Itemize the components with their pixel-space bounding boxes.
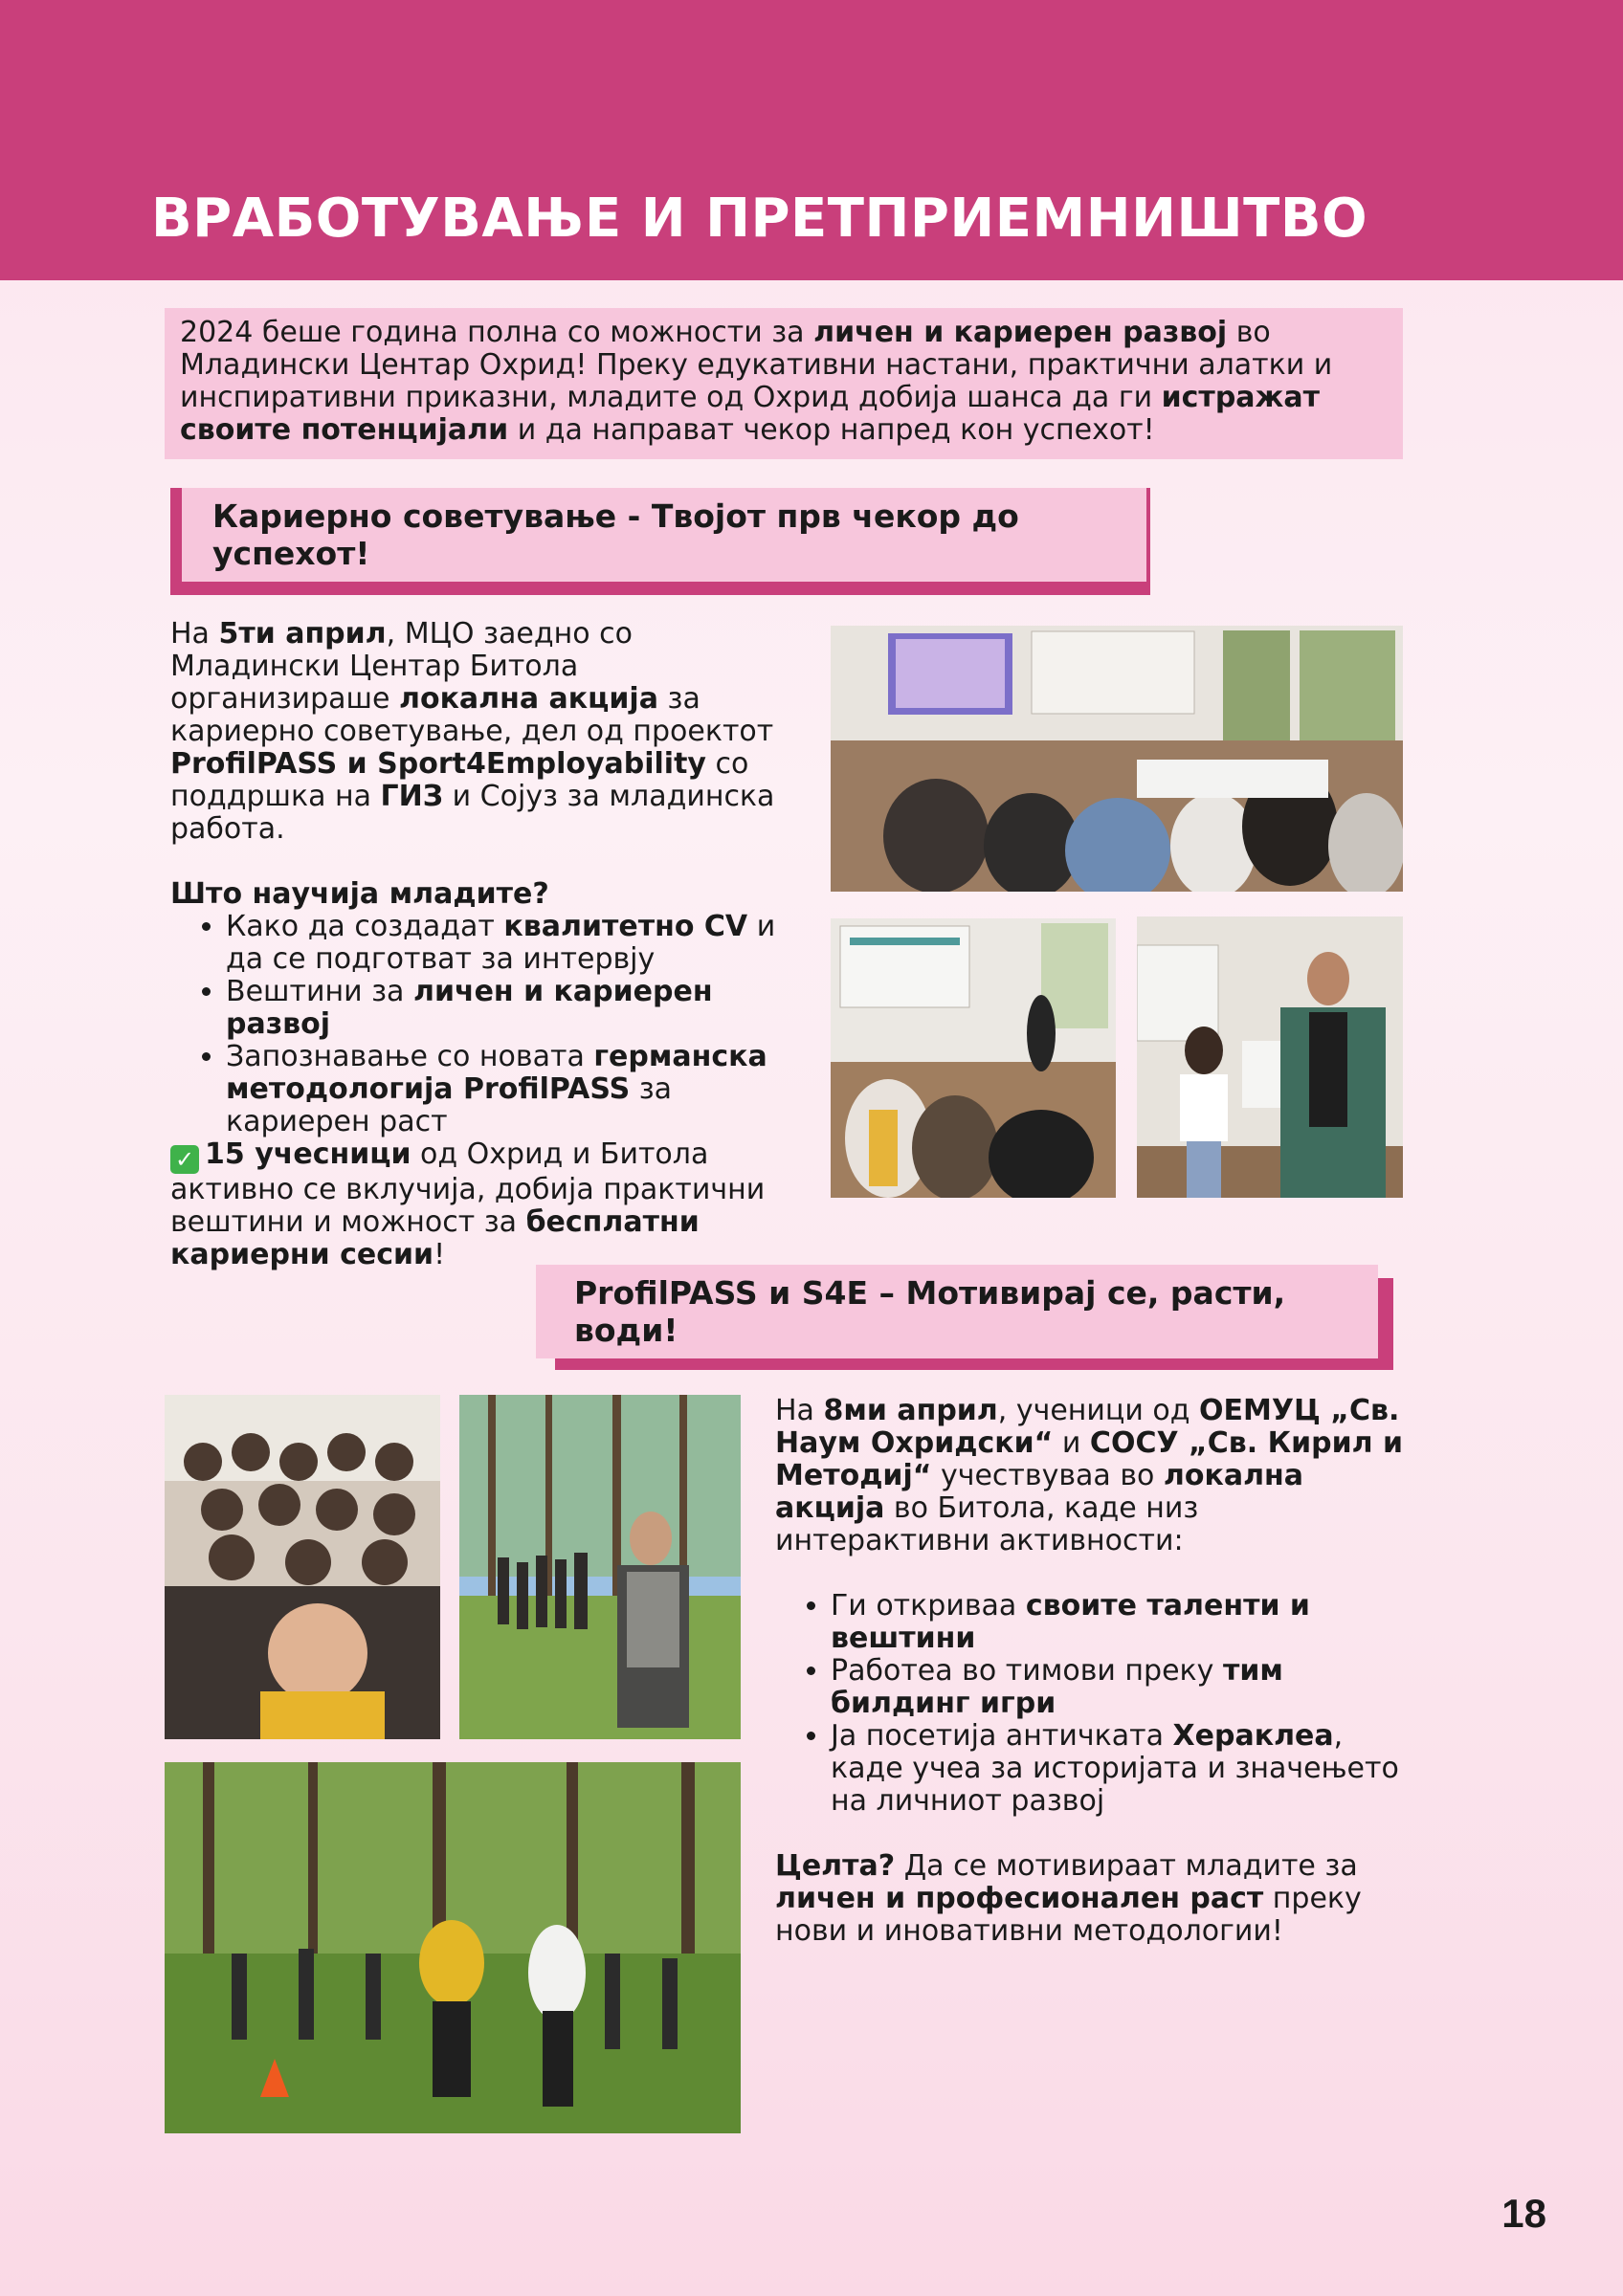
bold-run: ProfilPASS и Sport4Employability bbox=[170, 747, 706, 781]
text-run: за кариерно советување, дел од проектот bbox=[170, 682, 774, 748]
section1-paragraph bbox=[170, 618, 792, 846]
text-run: ! bbox=[434, 1238, 446, 1271]
section2-text bbox=[775, 1395, 1407, 1948]
text-run: учествуваа во bbox=[931, 1459, 1164, 1492]
text-run: На bbox=[775, 1394, 824, 1427]
bold-run: 15 учесници bbox=[205, 1137, 411, 1171]
bold-run: 8ми април bbox=[823, 1394, 998, 1427]
section1-result bbox=[170, 1138, 792, 1271]
text-run: и bbox=[1053, 1426, 1090, 1460]
text-run: , МЦО заедно со Младински Центар Битола организираше bbox=[170, 617, 633, 716]
question-text: Што научија младите? bbox=[170, 877, 549, 911]
text-run: Да се мотивираат младите за bbox=[895, 1849, 1358, 1883]
list-item: • Ја посетија античката Хераклеа, каде учеа за историјата и значењето на личниот развој bbox=[831, 1720, 1407, 1818]
intro-text: во Младински Центар Охрид! Преку едукативни настани, практични алатки и инспиративни приказни, младите од Охрид добија шанса да ги bbox=[180, 316, 1333, 414]
intro-box bbox=[165, 308, 1403, 459]
group-selfie-photo bbox=[165, 1395, 440, 1739]
section2-heading-block bbox=[536, 1265, 1393, 1370]
list-item: • Ги откриваа своите таленти и вештини bbox=[831, 1590, 1407, 1655]
text-run: , ученици од bbox=[997, 1394, 1200, 1427]
intro-text: и да направат чекор напред кон успехот! bbox=[508, 413, 1155, 447]
intro-bold: истражат своите потенцијали bbox=[180, 381, 1321, 447]
list-item: • Вештини за личен и кариерен развој bbox=[226, 976, 792, 1041]
section1-heading: Кариерно советување - Твојот прв чекор до успехот! bbox=[182, 488, 1146, 582]
bold-run: СОСУ „Св. Кирил и Методиј“ bbox=[775, 1426, 1404, 1492]
section2-heading: ProfilPASS и S4E – Мотивирај се, расти, води! bbox=[536, 1265, 1378, 1358]
section1-heading-block bbox=[170, 488, 1150, 595]
list-item: • Работеа во тимови преку тим билдинг игри bbox=[831, 1655, 1407, 1720]
bold-run: бесплатни кариерни сесии bbox=[170, 1205, 700, 1271]
text-run: во Битола, каде низ интерактивни активности: bbox=[775, 1491, 1199, 1557]
section2-goal bbox=[775, 1850, 1407, 1948]
bold-run: Целта? bbox=[775, 1849, 896, 1883]
workshop-presentation-photo bbox=[831, 918, 1116, 1198]
section2-bullets bbox=[775, 1590, 1407, 1818]
list-item: • Запознавање со новата германска методологија ProfilPASS за кариерен раст bbox=[226, 1041, 792, 1138]
park-line-photo bbox=[459, 1395, 741, 1739]
workshop-classroom-photo bbox=[831, 626, 1403, 892]
bold-run: личен и професионален раст bbox=[775, 1882, 1264, 1915]
text-run: од Охрид и Битола активно се вклучија, добија практични вештини и можност за bbox=[170, 1137, 766, 1239]
check-mark-icon: ✓ bbox=[170, 1145, 199, 1174]
list-item: • Како да создадат квалитетно CV и да се подготват за интервју bbox=[226, 911, 792, 976]
bold-run: локална акција bbox=[398, 682, 658, 716]
team-game-photo bbox=[165, 1762, 741, 2133]
page-title: ВРАБОТУВАЊЕ И ПРЕТПРИЕМНИШТВО bbox=[151, 188, 1368, 250]
page-number: 18 bbox=[1501, 2191, 1546, 2236]
section1-question bbox=[170, 878, 792, 911]
text-run: На bbox=[170, 617, 219, 651]
bold-run: ГИЗ bbox=[380, 780, 444, 813]
bold-run: ОЕМУЦ „Св. Наум Охридски“ bbox=[775, 1394, 1400, 1460]
bold-run: 5ти април bbox=[218, 617, 387, 651]
intro-bold: личен и кариерен развој bbox=[813, 316, 1228, 349]
section1-text bbox=[170, 618, 792, 1271]
text-run: преку нови и иновативни методологии! bbox=[775, 1882, 1362, 1948]
presenters-photo bbox=[1137, 916, 1403, 1198]
section1-bullets bbox=[170, 911, 792, 1138]
bold-run: локална акција bbox=[775, 1459, 1304, 1525]
text-run: со поддршка на bbox=[170, 747, 749, 813]
intro-text: 2024 беше година полна со можности за bbox=[180, 316, 814, 349]
section2-paragraph bbox=[775, 1395, 1407, 1557]
text-run: и Сојуз за младинска работа. bbox=[170, 780, 775, 846]
page-header bbox=[0, 0, 1623, 280]
